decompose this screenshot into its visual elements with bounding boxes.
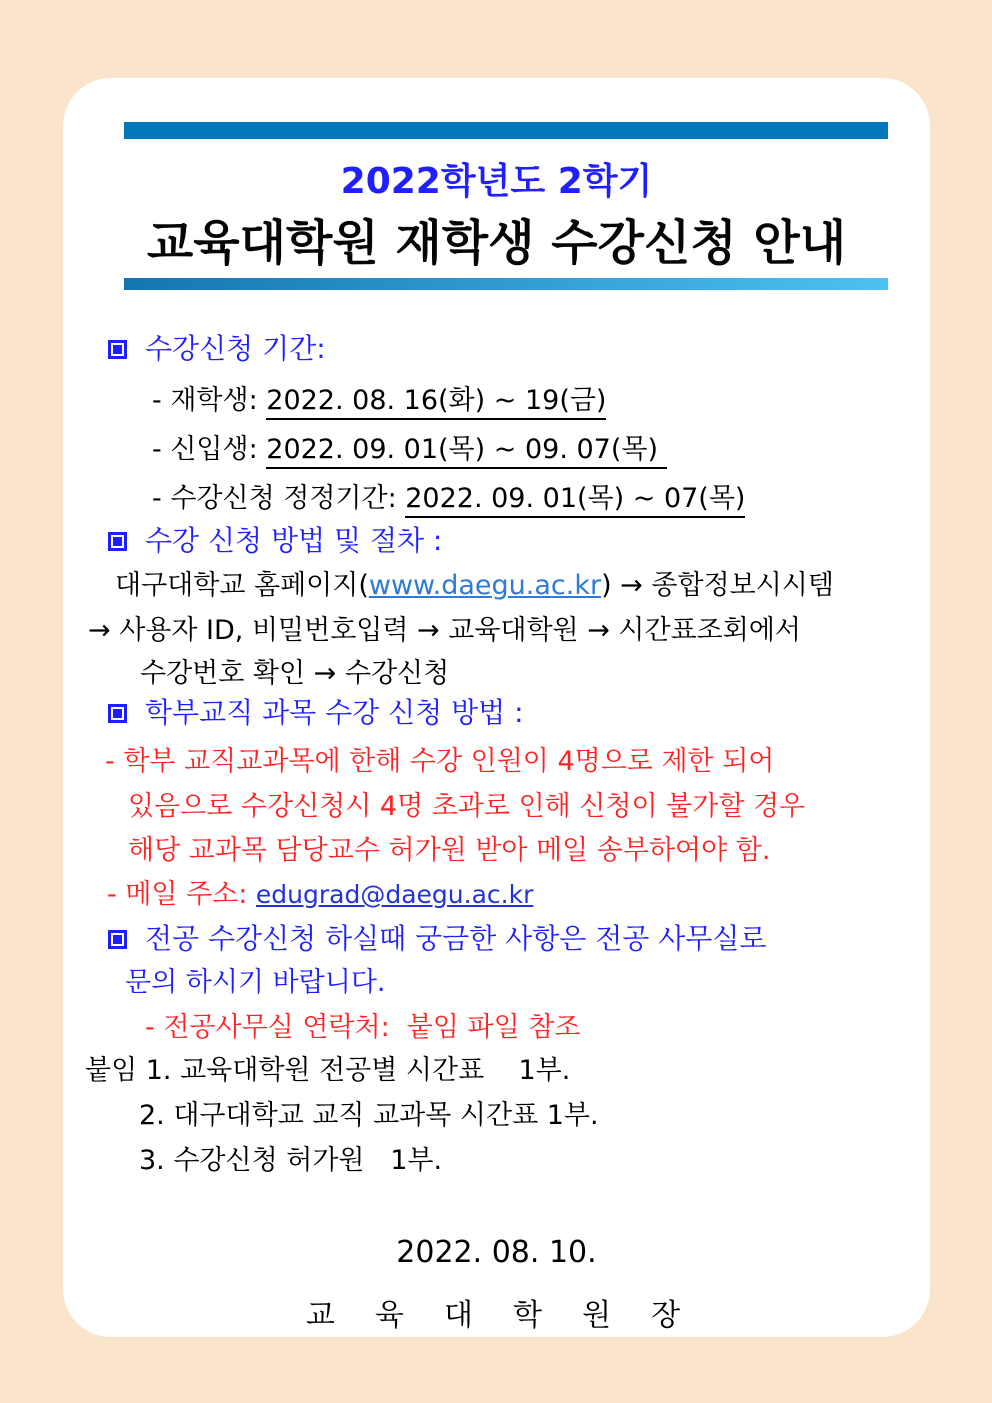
section-heading-undergrad: [63, 697, 930, 729]
section-heading-method-label: 수강 신청 방법 및 절차 :: [145, 524, 443, 557]
attachment-item-3: 3. 수강신청 허가원 1부.: [139, 1145, 443, 1176]
section-heading-period-label: 수강신청 기간:: [145, 332, 326, 365]
method-step-line3: 수강번호 확인 → 수강신청: [140, 658, 450, 689]
section-heading-undergrad-label: 학부교직 과목 수강 신청 방법 :: [145, 696, 524, 729]
period-row-label: - 재학생:: [152, 385, 267, 416]
square-bullet-icon: [108, 930, 127, 949]
square-bullet-icon: [108, 532, 127, 551]
section-heading-inquiry-line1: 전공 수강신청 하실때 궁금한 사항은 전공 사무실로: [145, 922, 767, 955]
homepage-link[interactable]: www.daegu.ac.kr: [368, 570, 602, 601]
top-accent-bar: [124, 122, 888, 139]
email-link[interactable]: edugrad@daegu.ac.kr: [255, 880, 534, 909]
period-row-new-students: [63, 434, 930, 466]
signature-dean-title: 교 육 대 학 원 장: [305, 1298, 688, 1333]
period-row-dates: 2022. 08. 16(화) ~ 19(금): [266, 385, 606, 420]
period-row-label: - 수강신청 정정기간:: [152, 483, 406, 514]
period-row-dates: 2022. 09. 01(목) ~ 07(목): [405, 483, 745, 518]
inquiry-heading-line2: 문의 하시기 바랍니다.: [125, 967, 386, 998]
period-row-dates: 2022. 09. 01(목) ~ 09. 07(목): [266, 434, 666, 469]
attachment-item-1: 붙임 1. 교육대학원 전공별 시간표 1부.: [85, 1055, 571, 1086]
notice-sheet: [63, 78, 930, 1337]
square-bullet-icon: [108, 704, 127, 723]
period-row-current-students: [63, 385, 930, 417]
semester-subtitle: 2022학년도 2학기: [340, 161, 653, 202]
page-title: 교육대학원 재학생 수강신청 안내: [146, 215, 847, 271]
square-bullet-inner: [113, 935, 122, 944]
square-bullet-inner: [113, 709, 122, 718]
section-heading-period: [63, 333, 930, 365]
period-row-correction: [63, 483, 930, 515]
inquiry-contact-line: - 전공사무실 연락처: 붙임 파일 참조: [145, 1012, 581, 1043]
method-line1-after: ) → 종합정보시시템: [601, 570, 834, 601]
method-step-line1: [63, 570, 930, 602]
method-step-line2: → 사용자 ID, 비밀번호입력 → 교육대학원 → 시간표조회에서: [88, 615, 802, 646]
mail-address-label: - 메일 주소:: [107, 879, 256, 910]
undergrad-notice-line1: - 학부 교직교과목에 한해 수강 인원이 4명으로 제한 되어: [105, 746, 775, 777]
section-heading-inquiry: [63, 923, 930, 955]
square-bullet-inner: [113, 537, 122, 546]
divider-gradient-bar: [124, 278, 888, 290]
section-heading-method: [63, 525, 930, 557]
undergrad-notice-line3: 해당 교과목 담당교수 허가원 받아 메일 송부하여야 함.: [128, 835, 771, 866]
attachment-item-2: 2. 대구대학교 교직 교과목 시간표 1부.: [139, 1100, 599, 1131]
period-row-label: - 신입생:: [152, 434, 267, 465]
square-bullet-icon: [108, 340, 127, 359]
issue-date: 2022. 08. 10.: [396, 1235, 597, 1270]
square-bullet-inner: [113, 345, 122, 354]
mail-address-row: [63, 879, 930, 911]
method-line1-before: 대구대학교 홈페이지(: [115, 570, 369, 601]
undergrad-notice-line2: 있음으로 수강신청시 4명 초과로 인해 신청이 불가할 경우: [128, 791, 806, 822]
